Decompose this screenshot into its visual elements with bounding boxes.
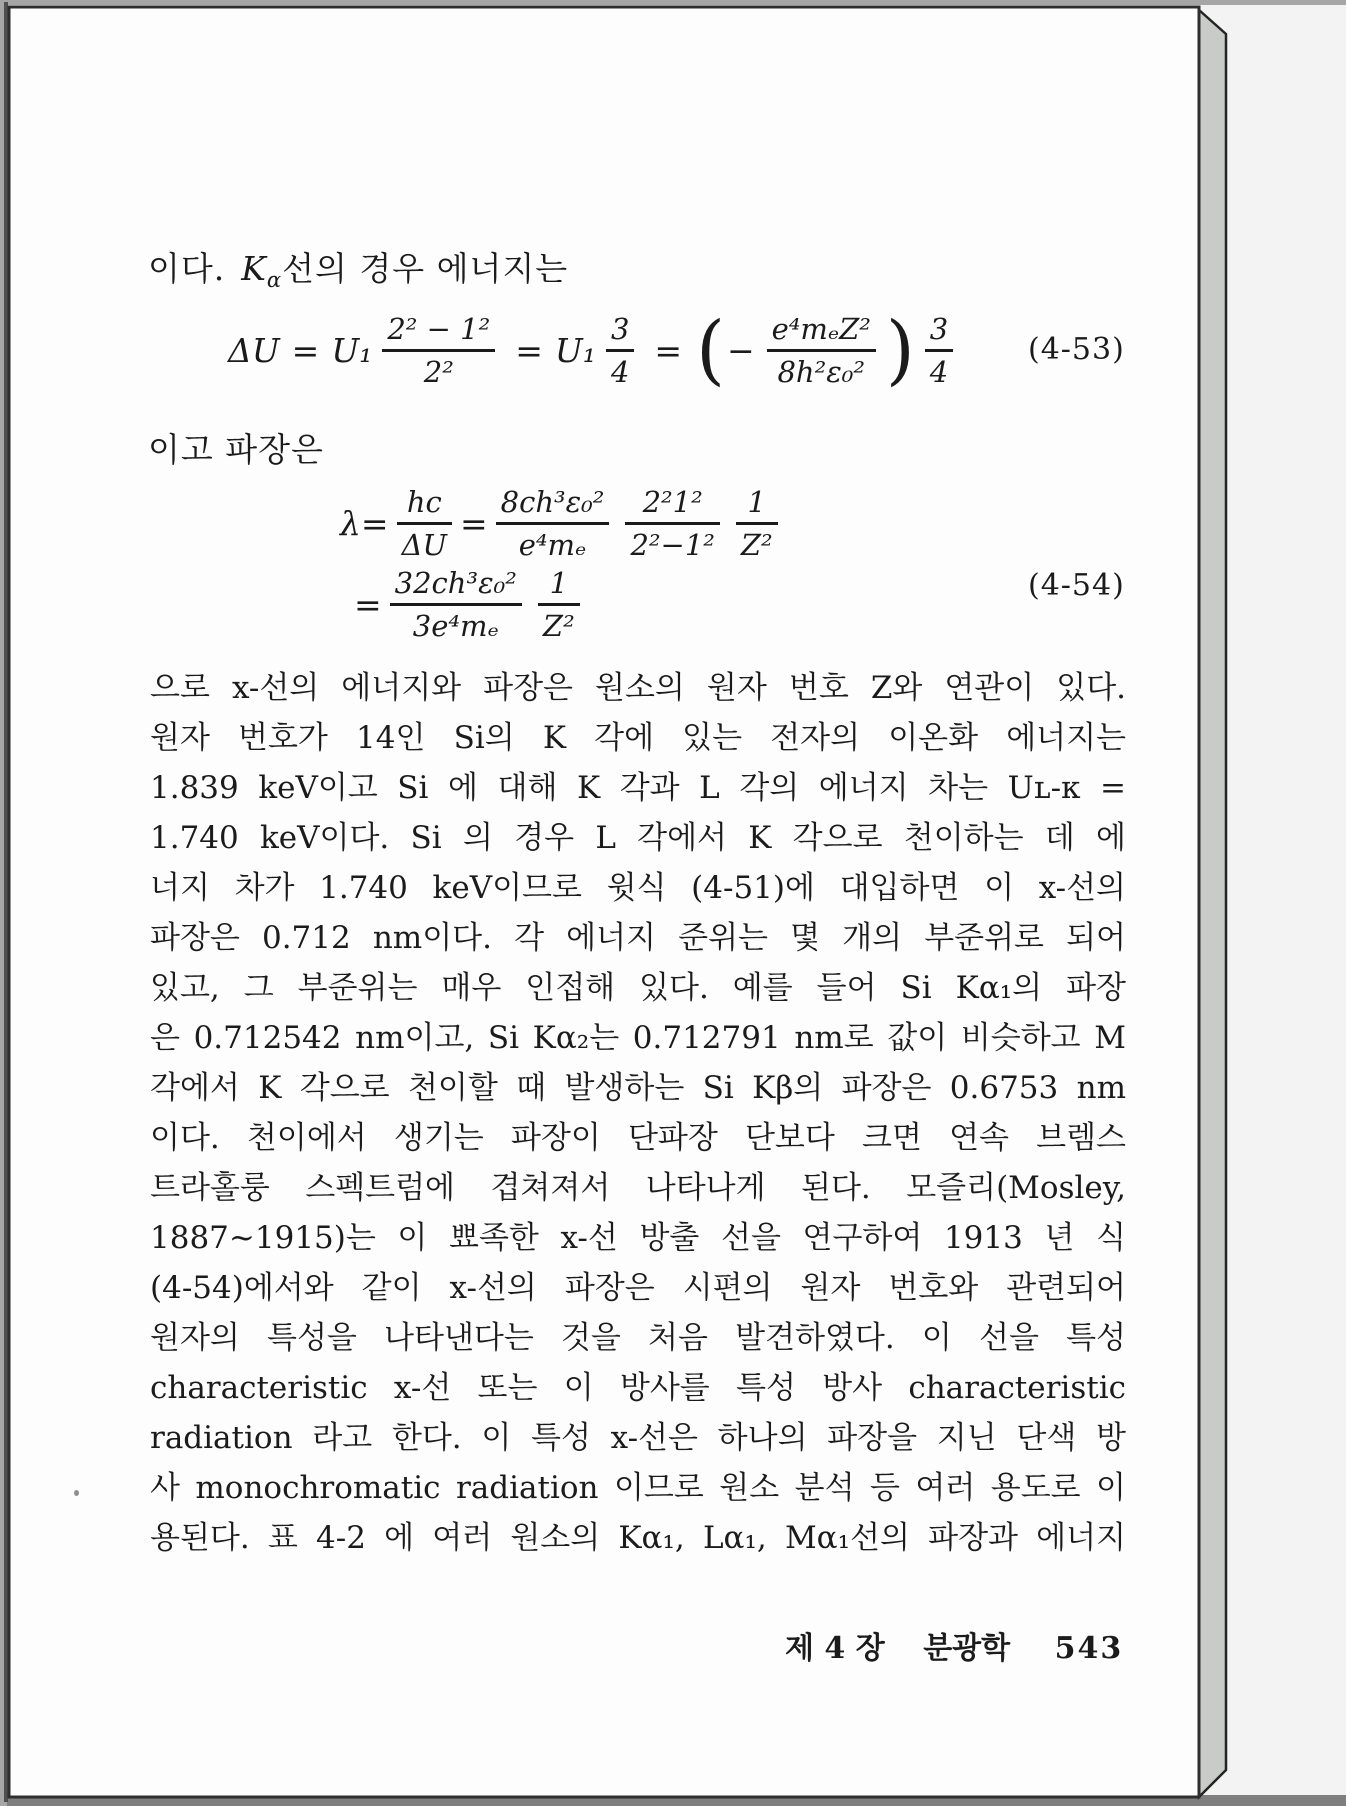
fraction-bar: [382, 349, 495, 352]
fraction-denominator: Z²: [740, 528, 773, 562]
math-subscript-alpha: α: [266, 268, 283, 292]
fraction-numerator: 2²1²: [642, 485, 703, 519]
math-var-K: K: [241, 249, 267, 288]
fraction-denominator: 2²−1²: [630, 528, 715, 562]
scan-speck: [74, 1490, 79, 1496]
text-line: 으로 x-선의 에너지와 파장은 원소의 원자 번호 Z와 연관이 있다.: [150, 670, 1126, 706]
fraction-bar: [538, 603, 580, 606]
fraction-numerator: 32ch³ε₀²: [394, 566, 517, 600]
fraction-denominator: Z²: [542, 609, 575, 643]
fraction-bar: [625, 522, 719, 525]
text-line: 트라홀룽 스펙트럼에 겹쳐져서 나타나게 된다. 모즐리(Mosley,: [150, 1170, 1126, 1206]
eq54-row-2: [354, 566, 588, 643]
equals-sign: =: [515, 330, 543, 370]
text-line: 이다. 천이에서 생기는 파장이 단파장 단보다 크면 연속 브렘스: [150, 1120, 1126, 1156]
fraction-bar: [925, 349, 953, 352]
equation-4-53: ΔU = U₁ $\frac{\text{2² − 1²}}{\text{2²}}$ = U₁ $\frac{3}{4}$ = ( − $\frac{\text{e⁴mₑZ²}}{\text{8h²ε₀²}}$ ) $\frac{3}{4}$: [228, 306, 961, 394]
intro-text-pre: 이다.: [148, 249, 226, 288]
fraction: [397, 485, 452, 562]
text-line: 너지 차가 1.740 keV이므로 윗식 (4-51)에 대입하면 이 x-선의: [150, 870, 1126, 906]
fraction: [390, 566, 522, 643]
fraction-denominator: 4: [610, 354, 630, 389]
text-line: 1.740 keV이다. Si 의 경우 L 각에서 K 각으로 천이하는 데 에: [150, 820, 1126, 856]
text-line: 은 0.712542 nm이고, Si Kα₂는 0.712791 nm로 값이 비슷하고 M: [150, 1020, 1126, 1056]
fraction-numerator: e⁴mₑZ²: [771, 311, 871, 346]
fraction-numerator: 8ch³ε₀²: [500, 485, 605, 519]
equals-sign: =: [360, 504, 389, 543]
fraction-bar: [390, 603, 522, 606]
eq54-lhs-lambda: λ: [340, 504, 361, 543]
fraction-denominator: e⁴mₑ: [518, 528, 587, 562]
text-line: 1887~1915)는 이 뾰족한 x-선 방출 선을 연구하여 1913 년 식: [150, 1220, 1126, 1256]
connector-line: 이고 파장은: [148, 430, 324, 469]
body-paragraph: [150, 663, 1126, 1563]
fraction-denominator: 3e⁴mₑ: [412, 609, 499, 643]
equals-sign: =: [354, 585, 382, 624]
eq53-coefficient: U₁: [331, 330, 373, 370]
fraction-numerator: 1: [549, 566, 569, 600]
equals-sign: =: [291, 330, 320, 370]
text-line: 사 monochromatic radiation 이므로 원소 분석 등 여러 용도로 이: [150, 1470, 1126, 1506]
section-title: 분광학: [923, 1631, 1011, 1666]
fraction-bar: [606, 349, 634, 352]
intro-text-post: 선의 경우 에너지는: [282, 249, 569, 288]
fraction: [496, 485, 610, 562]
equation-number-4-54: (4-54): [1028, 568, 1125, 603]
fraction: [625, 485, 719, 562]
text-line: 각에서 K 각으로 천이할 때 발생하는 Si Kβ의 파장은 0.6753 nm: [150, 1070, 1126, 1106]
fraction: [606, 312, 634, 389]
fraction: [767, 312, 876, 389]
fraction-numerator: 3: [610, 311, 630, 346]
fraction-bar: [496, 522, 610, 525]
page-number: 543: [1054, 1631, 1124, 1666]
intro-line: [148, 243, 568, 292]
fraction: [538, 566, 580, 643]
text-line: 용된다. 표 4-2 에 여러 원소의 Kα₁, Lα₁, Mα₁선의 파장과 에너지: [150, 1520, 1126, 1556]
fraction-numerator: 1: [747, 485, 766, 519]
text-line: 있고, 그 부준위는 매우 인접해 있다. 예를 들어 Si Kα₁의 파장: [150, 970, 1126, 1006]
fraction: [925, 312, 953, 389]
equation-4-54: [340, 485, 786, 643]
fraction-denominator: 8h²ε₀²: [777, 354, 866, 389]
fraction-bar: [736, 522, 778, 525]
eq54-row-1: [340, 485, 786, 562]
fraction-numerator: 2² − 1²: [387, 311, 491, 346]
page-footer: [785, 1623, 1123, 1667]
eq53-coefficient: U₁: [554, 330, 596, 370]
fraction-numerator: 3: [929, 311, 949, 346]
fraction: [382, 312, 495, 389]
text-line: characteristic x-선 또는 이 방사를 특성 방사 characteristic: [150, 1370, 1126, 1406]
fraction: [736, 485, 778, 562]
text-line: radiation 라고 한다. 이 특성 x-선은 하나의 파장을 지닌 단색 방: [150, 1420, 1126, 1456]
equals-sign: =: [459, 504, 488, 543]
chapter-label: 제 4 장: [785, 1631, 885, 1666]
fraction-denominator: 2²: [423, 354, 454, 389]
fraction-numerator: hc: [406, 485, 442, 519]
text-line: 원자 번호가 14인 Si의 K 각에 있는 전자의 이온화 에너지는: [150, 720, 1126, 756]
equation-number-4-53: (4-53): [1028, 332, 1125, 367]
text-line: 1.839 keV이고 Si 에 대해 K 각과 L 각의 에너지 차는 Uʟ-ᴋ =: [150, 770, 1126, 806]
text-line: 원자의 특성을 나타낸다는 것을 처음 발견하였다. 이 선을 특성: [150, 1320, 1126, 1356]
fraction-denominator: 4: [929, 354, 949, 389]
fraction-bar: [397, 522, 452, 525]
fraction-denominator: ΔU: [401, 528, 447, 562]
equals-sign: =: [654, 330, 683, 370]
fraction-bar: [767, 349, 876, 352]
text-line: 파장은 0.712 nm이다. 각 에너지 준위는 몇 개의 부준위로 되어: [150, 920, 1126, 956]
minus-sign: −: [726, 330, 755, 370]
text-line: (4-54)에서와 같이 x-선의 파장은 시편의 원자 번호와 관련되어: [150, 1270, 1126, 1306]
eq53-lhs: ΔU: [228, 330, 280, 370]
